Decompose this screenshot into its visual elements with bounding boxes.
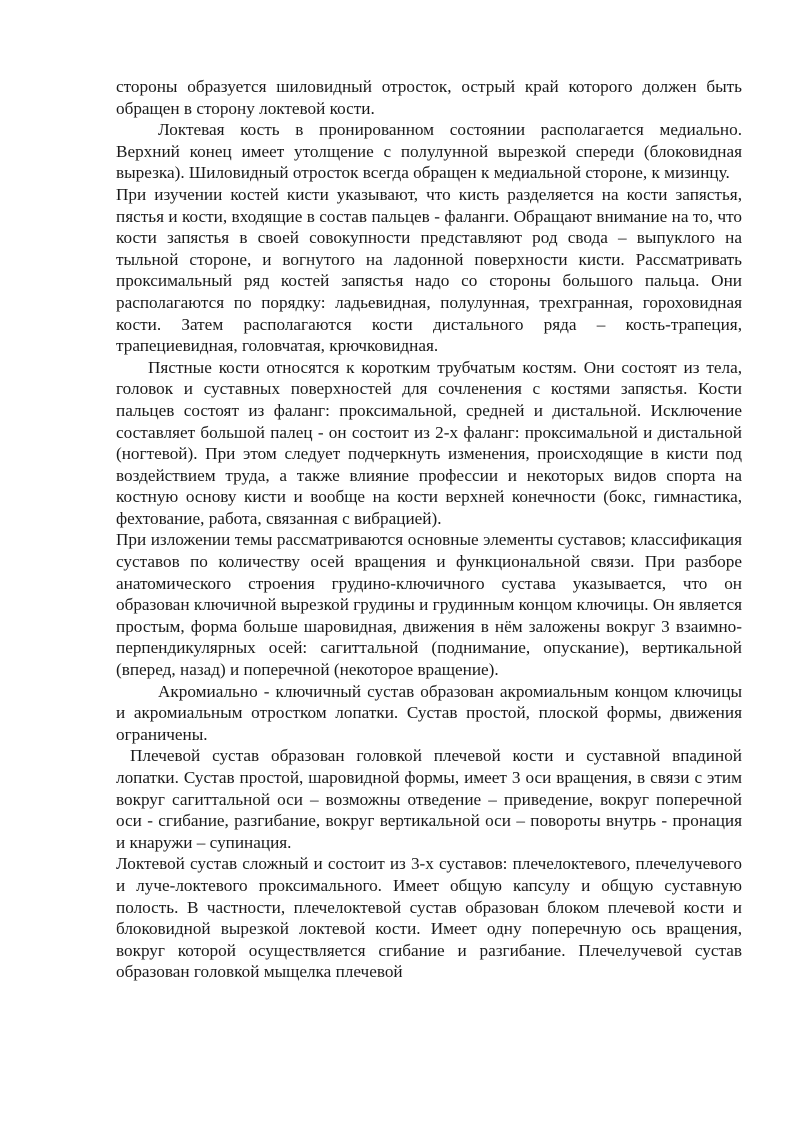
paragraph-shoulder-joint: Плечевой сустав образован головкой плечевой кости и суставной впадиной лопатки. Сустав простой, шаровидной формы, имеет 3 оси вращения, в связи с этим вокруг сагиттальной оси – возможны отведение – приведение, вокруг поперечной оси - сгибание, разгибание, вокруг вертикальной оси – повороты внутрь - пронация и кнаружи – супинация.: [116, 746, 742, 852]
paragraph-ulna: Локтевая кость в пронированном состоянии располагается медиально. Верхний конец имеет утолщение с полулунной вырезкой спереди (блоковидная вырезка). Шиловидный отросток всегда обращен к медиальной стороне, к мизинцу.: [116, 120, 742, 183]
paragraph-metacarpals: Пястные кости относятся к коротким трубчатым костям. Они состоят из тела, головок и суставных поверхностей для сочленения с костями запястья. Кости пальцев состоят из фаланг: проксимальной, средней и дистальной. Исключение составляет большой палец - он состоит из 2-х фаланг: проксимальной и дистальной (ногтевой). При этом следует подчеркнуть изменения, происходящие в кисти под воздействием труда, а также влияние профессии и некоторых видов спорта на костную основу кисти и вообще на кости верхней конечности (бокс, гимнастика, фехтование, работа, связанная с вибрацией).: [116, 357, 742, 528]
paragraph-hand-bones: При изучении костей кисти указывают, что кисть разделяется на кости запястья, пястья и кости, входящие в состав пальцев - фаланги. Обращают внимание на то, что кости запястья в своей совокупности представляют род свода – выпуклого на тыльной стороне, и вогнутого на ладонной поверхности кисти. Рассматривать проксимальный ряд костей запястья надо со стороны большого пальца. Они располагаются по порядку: ладьевидная, полулунная, трехгранная, гороховидная кости. Затем располагаются кости дистального ряда – кость-трапеция, трапециевидная, головчатая, крючковидная.: [116, 184, 742, 356]
paragraph-joints-sternoclavicular: При изложении темы рассматриваются основные элементы суставов; классификация суставов по количеству осей вращения и функциональной связи. При разборе анатомического строения грудино-ключичного сустава указывается, что он образован ключичной вырезкой грудины и грудинным концом ключицы. Он является простым, форма больше шаровидная, движения в нём заложены вокруг 3 взаимно- перпендикулярных осей: сагиттальной (поднимание, опускание), вертикальной (вперед, назад) и поперечной (некоторое вращение).: [116, 530, 742, 680]
paragraph-radius-continuation: стороны образуется шиловидный отросток, острый край которого должен быть обращен в сторону локтевой кости.: [116, 77, 742, 118]
paragraph-elbow-joint: Локтевой сустав сложный и состоит из 3-х суставов: плечелоктевого, плечелучевого и луче-локтевого проксимального. Имеет общую капсулу и общую суставную полость. В частности, плечелоктевой сустав образован блоком плечевой кости и блоковидной вырезкой локтевой кости. Имеет одну поперечную ось вращения, вокруг которой осуществляется сгибание и разгибание. Плечелучевой сустав образован головкой мыщелка плечевой: [116, 854, 742, 982]
paragraph-acromioclavicular: Акромиально - ключичный сустав образован акромиальным концом ключицы и акромиальным отростком лопатки. Сустав простой, плоской формы, движения ограничены.: [116, 681, 742, 744]
document-page: [116, 76, 742, 983]
